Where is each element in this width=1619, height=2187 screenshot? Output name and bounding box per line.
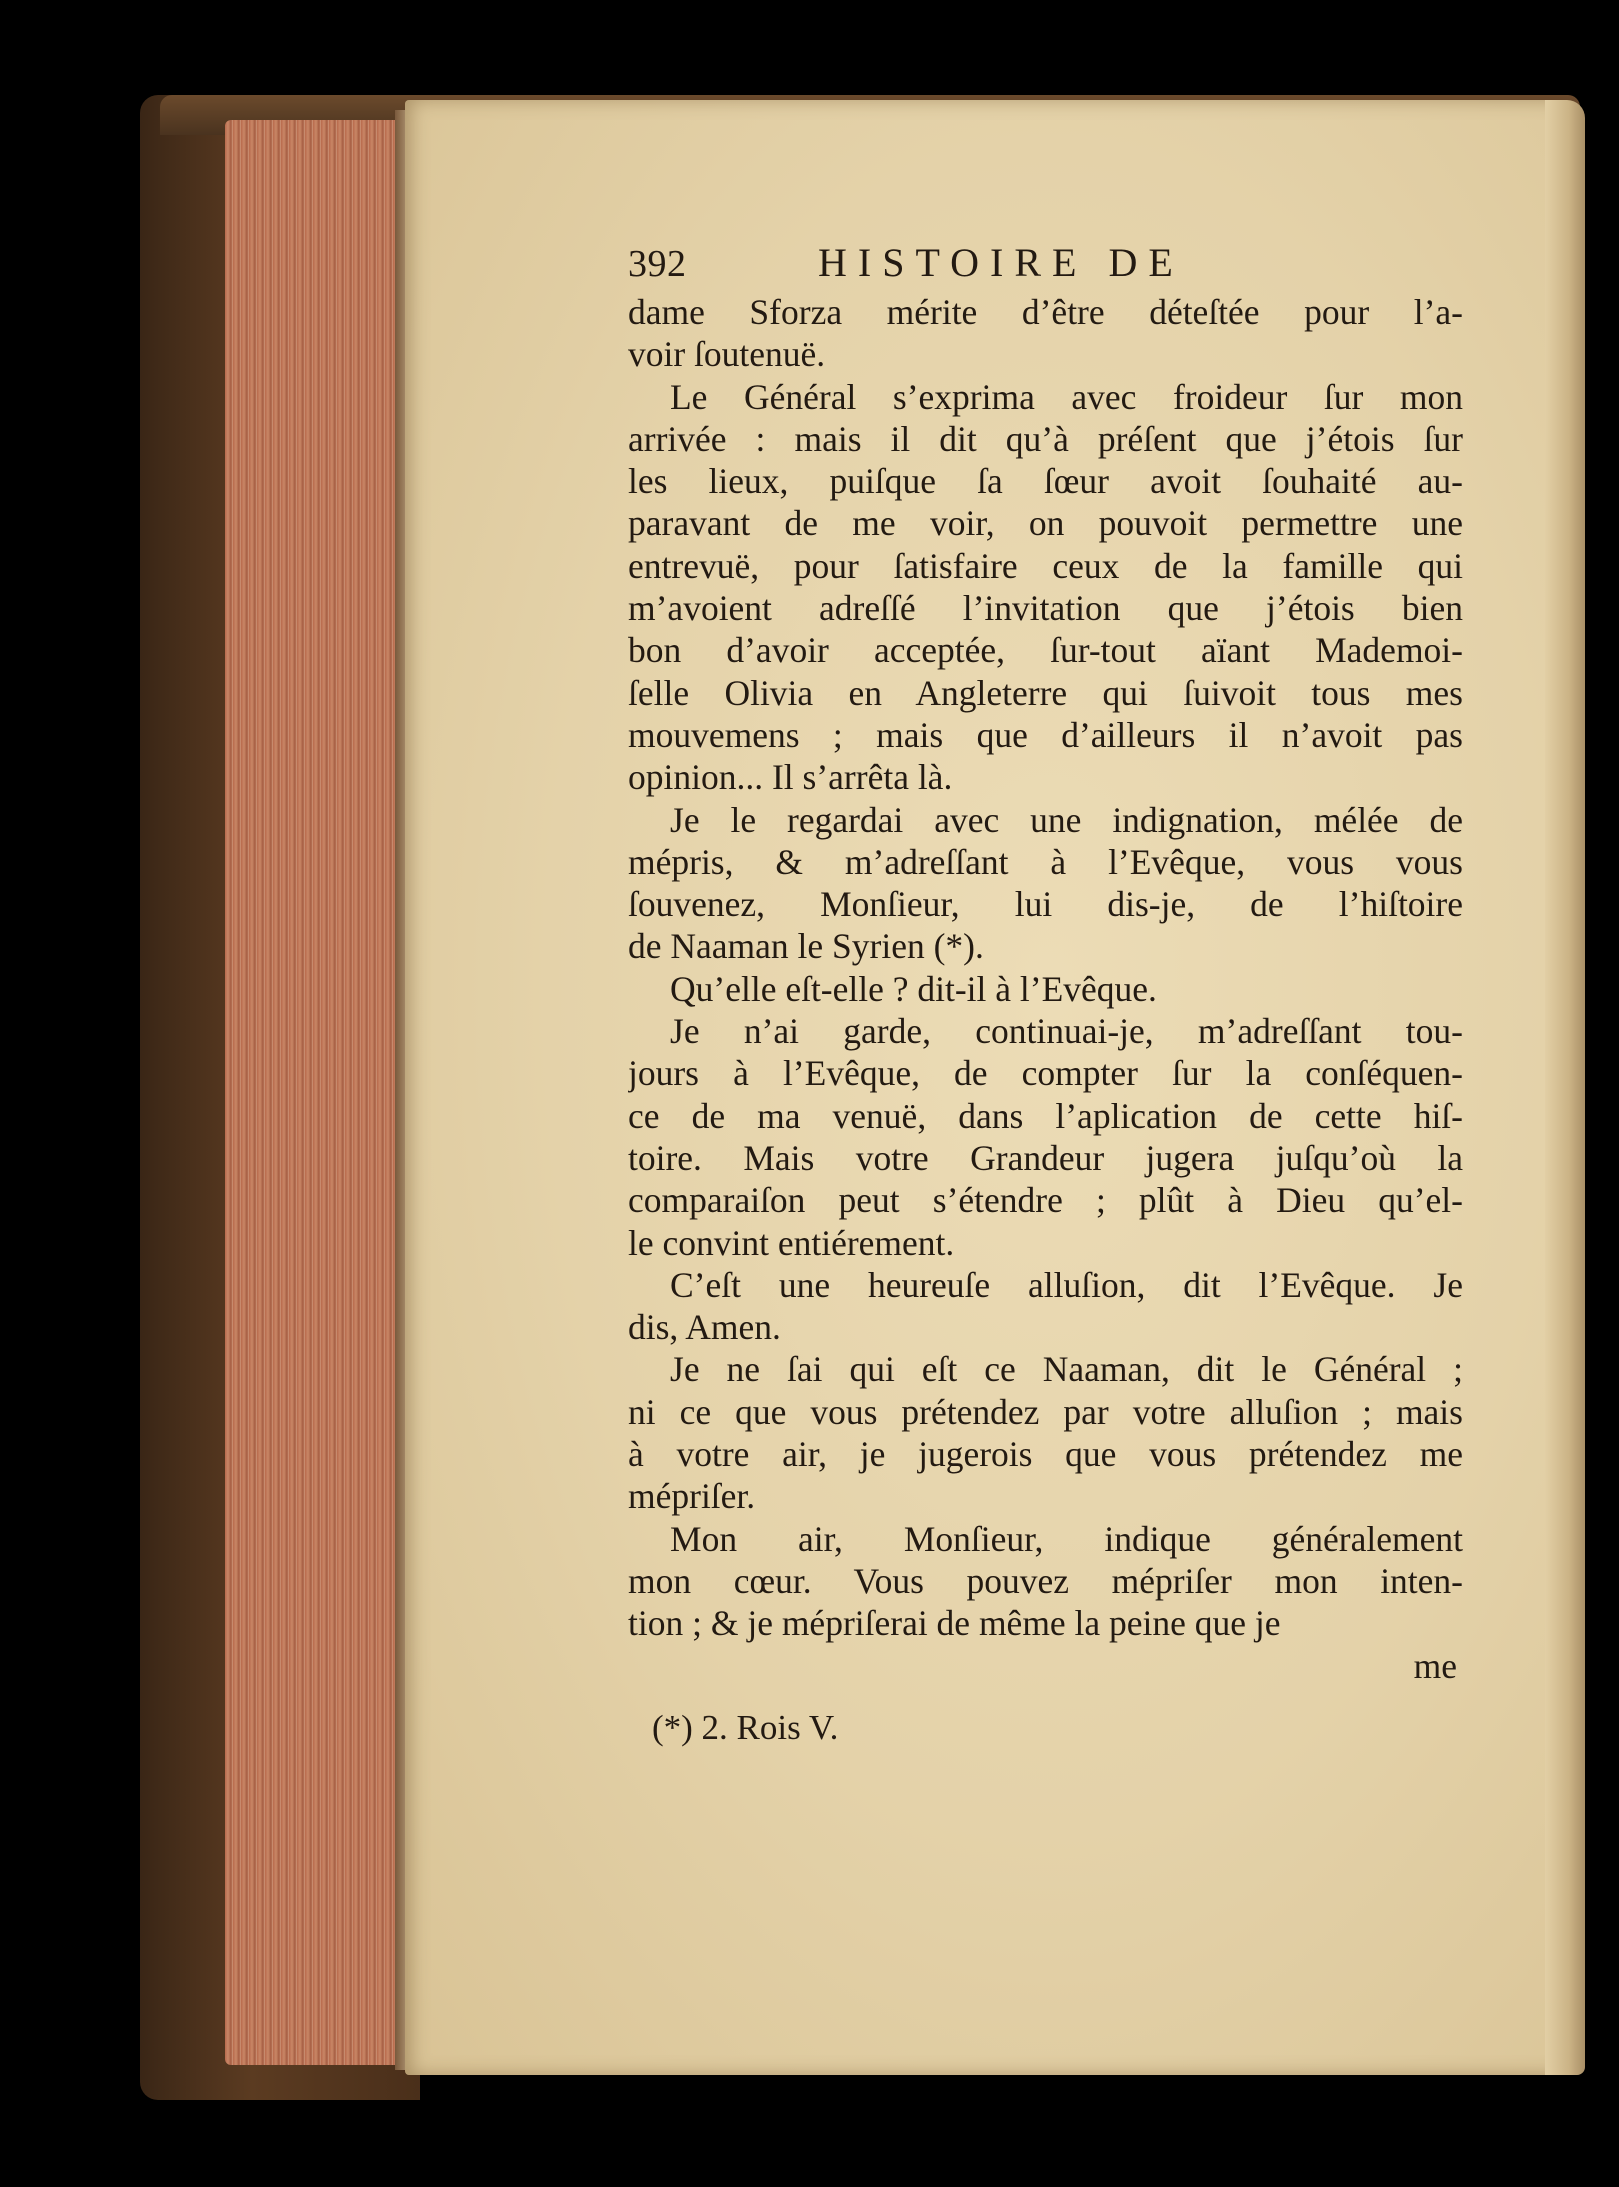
facing-page-edge [1545,100,1585,2075]
body-paragraphs [628,291,1463,1645]
page-number: 392 [628,243,687,285]
running-header [628,240,1463,287]
text-line: C’eſt une heureuſe alluſion, dit l’Evêque. Je [670,1264,1463,1305]
text-line: opinion... Il s’arrêta là. [628,757,953,798]
text-line: mépris, & m’adreſſant à l’Evêque, vous vous [628,841,1463,882]
paragraph [628,1348,1463,1517]
text-line: à votre air, je jugerois que vous prétendez me [628,1434,1463,1475]
page-edges [225,120,410,2065]
text-line: comparaiſon peut s’étendre ; plût à Dieu qu’el- [628,1180,1463,1221]
text-line: mouvemens ; mais que d’ailleurs il n’avoit pas [628,714,1463,755]
text-line: entrevuë, pour ſatisfaire ceux de la famille qui [628,545,1463,586]
text-line: ni ce que vous prétendez par votre alluſion ; mais [628,1391,1463,1432]
text-line: Mon air, Monſieur, indique généralement [670,1518,1463,1559]
paragraph [628,1264,1463,1349]
text-line: dis, Amen. [628,1307,781,1348]
text-line: m’avoient adreſſé l’invitation que j’étois bien [628,588,1463,629]
text-line: jours à l’Evêque, de compter ſur la conſéquen- [628,1053,1463,1094]
text-line: le convint entiérement. [628,1222,955,1263]
text-line: voir ſoutenuë. [628,334,826,375]
text-line: toire. Mais votre Grandeur jugera juſqu’où la [628,1137,1463,1178]
catchword: me [1413,1645,1457,1686]
text-line: tion ; & je mépriſerai de même la peine que je [628,1603,1281,1644]
text-line: paravant de me voir, on pouvoit permettre une [628,503,1463,544]
text-line: bon d’avoir acceptée, ſur-tout aïant Mademoi- [628,630,1463,671]
text-line: de Naaman le Syrien (*). [628,926,984,967]
page-text [628,240,1463,1687]
text-line: Je ne ſai qui eſt ce Naaman, dit le Général ; [670,1349,1463,1390]
paragraph [628,799,1463,968]
text-line: Je n’ai garde, continuai-je, m’adreſſant tou- [670,1011,1463,1052]
paragraph [628,1010,1463,1264]
text-line: Je le regardai avec une indignation, mélée de [670,799,1463,840]
text-line: ſouvenez, Monſieur, lui dis-je, de l’hiſtoire [628,884,1463,925]
text-line: mépriſer. [628,1476,756,1517]
paragraph [628,968,1463,1010]
text-line: mon cœur. Vous pouvez mépriſer mon inten- [628,1560,1463,1601]
paragraph [628,376,1463,799]
text-line: arrivée : mais il dit qu’à préſent que j’étois ſur [628,418,1463,459]
footnote: (*) 2. Rois V. [652,1708,839,1747]
paragraph [628,291,1463,376]
paragraph [628,1518,1463,1645]
text-line: ce de ma venuë, dans l’aplication de cette hiſ- [628,1095,1463,1136]
text-line: les lieux, puiſque ſa ſœur avoit ſouhaité au- [628,461,1463,502]
text-line: Qu’elle eſt-elle ? dit-il à l’Evêque. [670,968,1157,1009]
text-line: dame Sforza mérite d’être déteſtée pour l’a- [628,292,1463,332]
text-line: Le Général s’exprima avec froideur ſur mon [670,376,1463,417]
running-title: HISTOIRE DE [818,240,1184,285]
text-line: ſelle Olivia en Angleterre qui ſuivoit tous mes [628,672,1463,713]
